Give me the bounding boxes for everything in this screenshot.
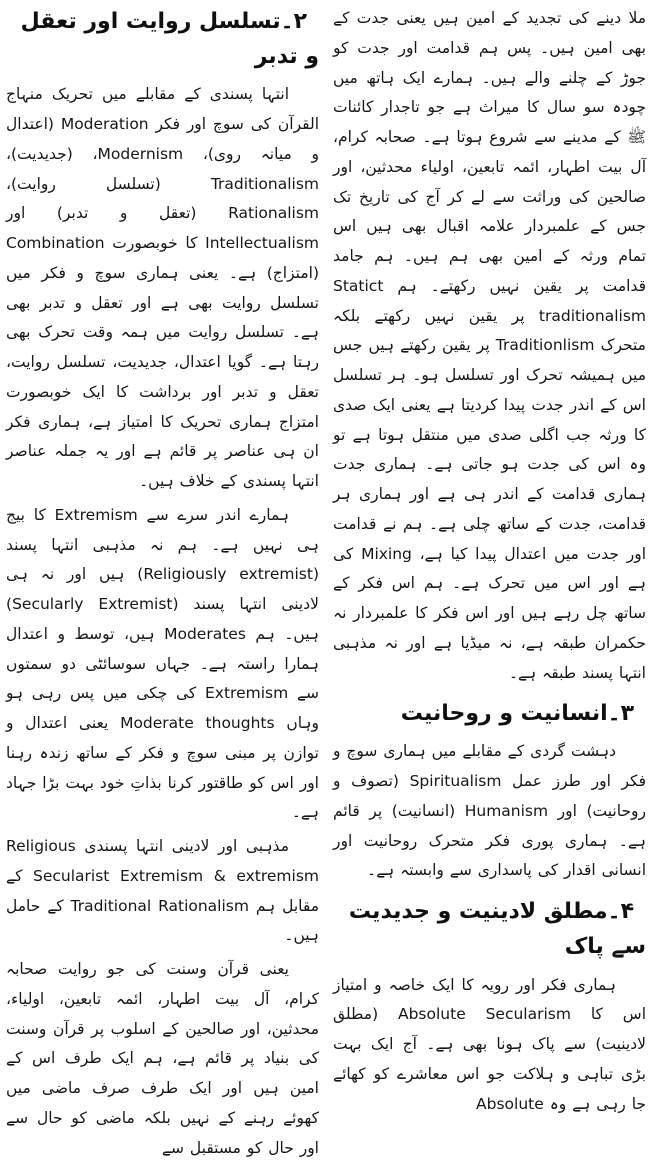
right-column — [6, 4, 320, 1157]
paragraph-quran-sunnah-tradition: یعنی قرآن وسنت کی جو روایت صحابہ کرام، آل بیت اطہار، ائمہ تابعین، اولیاء، محدثین، اور صالحین کے اسلوب پر قرآن وسنت کی بنیاد پر قائم ہے، ہم ایک طرف اس کے امین ہیں اور ایک طرف صرف ماضی میں کھوئے رہنے کے نہیں بلکہ ماضی کو حال سے اور حال کو مستقبل سے — [6, 960, 319, 1157]
left-column — [333, 4, 647, 1113]
section-heading-continuity-tradition-rationality: ۲۔تسلسل روایت اور تعقل و تدبر — [20, 9, 319, 70]
paragraph-tradition-continuation: ملا دینے کی تجدید کے امین ہیں یعنی جدت کے بھی امین ہیں۔ پس ہم قدامت اور جدت کو جوڑ کے چلنے والے ہیں۔ ہمارے ایک ہاتھ میں چودہ سو سال کا میراث ہے جو تاجدار کائنات ﷺ کے مدینے سے شروع ہوتا ہے۔ صحابہ کرام، آل بیت اطہار، ائمہ تابعین، اولیاء محدثین، اور صالحین کی وراثت سے لے کر آج کی تاریخ تک جس کے علمبردار علامہ اقبال بھی ہیں اس تمام ورثہ کے امین بھی ہم ہیں۔ ہم جامد قدامت پر یقین نہیں رکھتے۔ ہم Statict traditionalism پر یقین نہیں رکھتے بلکہ متحرک Traditionlism پر یقین رکھتے ہیں جس میں ہمیشہ تحرک اور تسلسل ہو۔ ہر تسلسل اس کے اندر جدت پیدا کردیتا ہے یعنی ایک صدی کا ورثہ جب اگلی صدی میں منتقل ہوتا ہے تو وہ اس کی جدت ہو جاتی ہے۔ ہماری جدت ہماری قدامت کے اندر ہی ہے اور ہماری ہر قدامت، جدت کے ساتھ چلی ہے۔ ہم نے قدامت اور جدت میں اعتدال پیدا کیا ہے، Mixing کی ہے اور اس میں تحرک ہے۔ ہم اس فکر کے ساتھ چل رہے ہیں اور اس فکر کا علمبردار نہ حکمران طبقہ ہے، نہ میڈیا ہے اور نہ مذہبی انتہا پسند طبقہ ہے۔ — [333, 9, 646, 682]
paragraph-traditional-rationalism: مذہبی اور لادینی انتہا پسندی Religious Secularist Extremism & extremism کے مقابل ہم Traditional Rationalism کے حامل ہیں۔ — [6, 837, 320, 945]
paragraph-movement-combination: انتہا پسندی کے مقابلے میں تحریک منہاج القرآن کی سوچ اور فکر Moderation (اعتدال و میانہ روی)، Modernism، (جدیدیت)، Traditionalism (تسلسل روایت)، Rationalism (تعقل و تدبر) اور Intellectualism کا خوبصورت Combination (امتزاج) ہے۔ یعنی ہماری سوچ و فکر میں تسلسل روایت بھی ہے اور تعقل و تدبر بھی ہے۔ تسلسل روایت میں ہمہ وقت تحرک بھی رہتا ہے۔ گویا اعتدال، جدیدیت، تسلسل روایت، تعقل و تدبر اور برداشت کا ایک خوبصورت امتزاج ہماری تحریک کا امتیاز ہے، ہماری فکر ان ہی عناصر پر قائم ہے اور یہ جملہ عناصر انتہا پسندی کے خلاف ہیں۔ — [6, 85, 319, 491]
paragraph-absolute-secularism: ہماری فکر اور رویہ کا ایک خاصہ و امتیاز اس کا Absolute Secularism (مطلق لادینیت) سے پاک ہونا بھی ہے۔ آج ایک بہت بڑی تباہی و ہلاکت جو اس معاشرے کو کھائے جا رہی ہے وہ Absolute — [333, 975, 646, 1113]
paragraph-spiritualism-humanism: دہشت گردی کے مقابلے میں ہماری سوچ و فکر اور طرز عمل Spiritualism (تصوف و روحانیت) اور Humanism (انسانیت) پر قائم ہے۔ ہماری پوری فکر متحرک روحانیت اور انسانی اقدار کی پاسداری سے وابستہ ہے۔ — [333, 742, 647, 880]
section-heading-free-of-absolute-secularism: ۴۔مطلق لادینیت و جدیدیت سے پاک — [348, 899, 646, 960]
section-heading-humanity-spirituality: ۳۔انسانیت و روحانیت — [400, 701, 634, 727]
paragraph-no-extremism: ہمارے اندر سرے سے Extremism کا بیج ہی نہیں ہے۔ ہم نہ مذہبی انتہا پسند (Religiously extremist) ہیں اور نہ ہی لادینی انتہا پسند (Secularly Extremist) ہیں۔ ہم Moderates ہیں، توسط و اعتدال ہمارا راستہ ہے۔ جہاں سوسائٹی دو سمتوں سے Extremism کی چکی میں پس رہی ہو وہاں Moderate thoughts یعنی اعتدال و توازن پر مبنی سوچ و فکر کے ساتھ زندہ رہنا اور اس کو طاقتور کرنا بذاتِ خود بہت بڑا جہاد ہے۔ — [6, 505, 320, 822]
